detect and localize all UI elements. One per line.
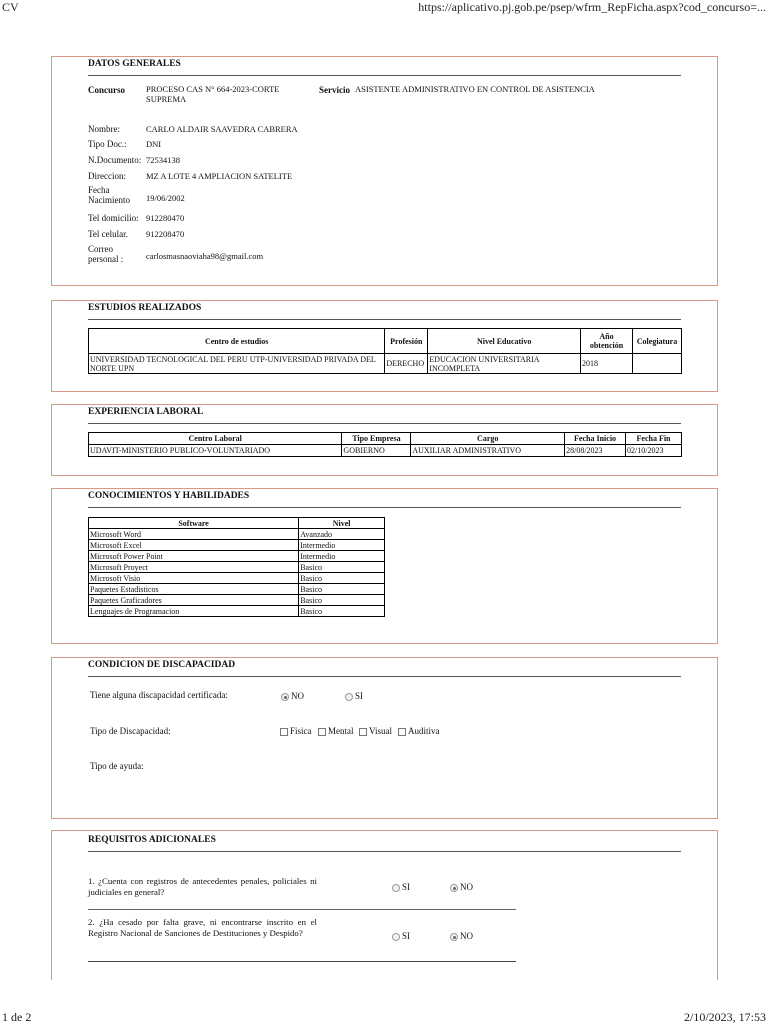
estudios-table xyxy=(88,328,682,374)
n-documento-label: N.Documento: xyxy=(88,155,142,165)
col-header: Nivel xyxy=(299,518,385,529)
table-cell: Microsoft Word xyxy=(89,529,299,540)
table-row xyxy=(89,562,385,573)
option-label: SI xyxy=(402,882,411,892)
tel-celular-value: 912208470 xyxy=(146,229,185,239)
table-row xyxy=(89,584,385,595)
correo-value: carlosmasnaoviaha98@gmail.com xyxy=(146,251,264,261)
table-cell: Avanzado xyxy=(299,529,385,540)
table-cell: Intermedio xyxy=(299,540,385,551)
direccion-value: MZ A LOTE 4 AMPLIACION SATELITE xyxy=(146,171,293,181)
discapacidad-certificada-label: Tiene alguna discapacidad certificada: xyxy=(90,690,228,700)
conocimientos-table xyxy=(88,517,385,617)
section-divider xyxy=(88,423,681,424)
tipo-auditiva-checkbox[interactable] xyxy=(398,726,440,736)
conocimientos-section xyxy=(51,488,718,644)
table-cell: UNIVERSIDAD TECNOLOGICAL DEL PERU UTP-UNIVERSIDAD PRIVADA DEL NORTE UPN xyxy=(89,354,385,374)
row-divider xyxy=(88,961,516,962)
table-cell: 2018 xyxy=(581,354,633,374)
requisito-1-no-option[interactable] xyxy=(450,882,473,892)
table-cell: Basico xyxy=(299,595,385,606)
table-cell: 28/08/2023 xyxy=(565,445,626,457)
section-divider xyxy=(88,319,681,320)
col-header: Cargo xyxy=(411,433,565,445)
tipo-fisica-checkbox[interactable] xyxy=(280,726,312,736)
nombre-value: CARLO ALDAIR SAAVEDRA CABRERA xyxy=(146,124,298,134)
col-header: Nivel Educativo xyxy=(428,329,581,354)
datos-generales-section xyxy=(51,56,718,286)
row-divider xyxy=(88,909,516,910)
section-title: CONOCIMIENTOS Y HABILIDADES xyxy=(88,491,250,501)
table-row xyxy=(89,606,385,617)
option-label: NO xyxy=(291,691,304,701)
table-row xyxy=(89,354,682,374)
requisito-2-no-option[interactable] xyxy=(450,931,473,941)
table-cell: Microsoft Visio xyxy=(89,573,299,584)
col-header: Fecha Fin xyxy=(626,433,682,445)
col-header: Centro Laboral xyxy=(89,433,342,445)
tipo-mental-checkbox[interactable] xyxy=(318,726,354,736)
table-row xyxy=(89,551,385,562)
n-documento-value: 72534138 xyxy=(146,155,180,165)
requisito-1-text: 1. ¿Cuenta con registros de antecedentes penales, policiales ni judiciales en general? xyxy=(88,876,317,897)
servicio-value: ASISTENTE ADMINISTRATIVO EN CONTROL DE ASISTENCIA xyxy=(355,84,595,94)
col-header: Software xyxy=(89,518,299,529)
concurso-label: Concurso xyxy=(88,85,126,95)
section-title: DATOS GENERALES xyxy=(88,59,181,69)
option-label: NO xyxy=(460,931,473,941)
table-cell: DERECHO xyxy=(385,354,428,374)
table-cell: Microsoft Power Point xyxy=(89,551,299,562)
table-row xyxy=(89,540,385,551)
checkbox-icon[interactable] xyxy=(398,728,406,736)
experiencia-section xyxy=(51,404,718,476)
estudios-section xyxy=(51,300,718,392)
requisito-1-si-option[interactable] xyxy=(392,882,410,892)
table-cell xyxy=(632,354,681,374)
table-cell: Paquetes Estadisticos xyxy=(89,584,299,595)
checkbox-icon[interactable] xyxy=(280,728,288,736)
option-label: Visual xyxy=(369,726,392,736)
col-header: Tipo Empresa xyxy=(342,433,411,445)
option-label: SI xyxy=(402,931,411,941)
tel-domicilio-label: Tel domicilio: xyxy=(88,213,139,223)
page-number: 1 de 2 xyxy=(2,1010,32,1024)
direccion-label: Direccion: xyxy=(88,171,126,181)
discapacidad-section xyxy=(51,657,718,819)
tipo-doc-value: DNI xyxy=(146,139,162,149)
radio-icon[interactable] xyxy=(392,933,400,941)
radio-selected-icon[interactable] xyxy=(281,693,289,701)
discapacidad-si-option[interactable] xyxy=(345,691,363,701)
table-cell: Basico xyxy=(299,573,385,584)
radio-selected-icon[interactable] xyxy=(450,884,458,892)
correo-label: Correo personal : xyxy=(88,244,124,264)
col-header: Profesión xyxy=(385,329,428,354)
section-title: EXPERIENCIA LABORAL xyxy=(88,407,204,417)
section-divider xyxy=(88,851,681,852)
radio-icon[interactable] xyxy=(345,693,353,701)
tel-domicilio-value: 912280470 xyxy=(146,213,185,223)
section-title: ESTUDIOS REALIZADOS xyxy=(88,303,202,313)
table-cell: Intermedio xyxy=(299,551,385,562)
table-cell: Lenguajes de Programacion xyxy=(89,606,299,617)
table-cell: GOBIERNO xyxy=(342,445,411,457)
table-row xyxy=(89,445,682,457)
checkbox-icon[interactable] xyxy=(318,728,326,736)
requisitos-section xyxy=(51,830,718,980)
table-cell: Basico xyxy=(299,606,385,617)
table-cell: Basico xyxy=(299,584,385,595)
section-title: REQUISITOS ADICIONALES xyxy=(88,835,216,845)
section-divider xyxy=(88,676,681,677)
tipo-ayuda-label: Tipo de ayuda: xyxy=(90,761,144,771)
option-label: NO xyxy=(460,882,473,892)
table-row xyxy=(89,529,385,540)
fecha-nacimiento-value: 19/06/2002 xyxy=(146,193,185,203)
col-header: Fecha Inicio xyxy=(565,433,626,445)
table-cell: EDUCACION UNIVERSITARIA INCOMPLETA xyxy=(428,354,581,374)
radio-selected-icon[interactable] xyxy=(450,933,458,941)
tipo-discapacidad-label: Tipo de Discapacidad: xyxy=(90,726,171,736)
print-datetime: 2/10/2023, 17:53 xyxy=(683,1010,766,1024)
print-title: CV xyxy=(2,0,19,14)
table-cell: Microsoft Proyect xyxy=(89,562,299,573)
radio-icon[interactable] xyxy=(392,884,400,892)
section-title: CONDICION DE DISCAPACIDAD xyxy=(88,660,236,670)
tipo-visual-checkbox[interactable] xyxy=(359,726,392,736)
section-divider xyxy=(88,75,681,76)
discapacidad-no-option[interactable] xyxy=(281,691,304,701)
section-divider xyxy=(88,507,681,508)
requisito-2-text: 2. ¿Ha cesado por falta grave, ni encontrarse inscrito en el Registro Nacional de Sanciones de Destituciones y Despido? xyxy=(88,917,317,938)
table-row xyxy=(89,595,385,606)
experiencia-table xyxy=(88,432,682,457)
col-header: Colegiatura xyxy=(632,329,681,354)
nombre-label: Nombre: xyxy=(88,124,120,134)
table-cell: UDAVIT-MINISTERIO PUBLICO-VOLUNTARIADO xyxy=(89,445,342,457)
table-cell: Microsoft Excel xyxy=(89,540,299,551)
option-label: Auditiva xyxy=(408,726,440,736)
tel-celular-label: Tel celular. xyxy=(88,229,128,239)
checkbox-icon[interactable] xyxy=(359,728,367,736)
option-label: Mental xyxy=(328,726,354,736)
option-label: Fisica xyxy=(290,726,312,736)
option-label: SI xyxy=(355,691,364,701)
table-row xyxy=(89,573,385,584)
table-cell: Paquetes Graficadores xyxy=(89,595,299,606)
tipo-doc-label: Tipo Doc.: xyxy=(88,139,127,149)
table-cell: 02/10/2023 xyxy=(626,445,682,457)
servicio-label: Servicio xyxy=(319,85,350,95)
concurso-value: PROCESO CAS N° 664-2023-CORTE SUPREMA xyxy=(146,84,280,104)
requisito-2-si-option[interactable] xyxy=(392,931,410,941)
table-cell: Basico xyxy=(299,562,385,573)
fecha-nacimiento-label: Fecha Nacimiento xyxy=(88,185,130,205)
print-url: https://aplicativo.pj.gob.pe/psep/wfrm_RepFicha.aspx?cod_concurso=... xyxy=(418,0,766,14)
col-header: Centro de estudios xyxy=(89,329,385,354)
col-header: Año obtención xyxy=(581,329,633,354)
table-cell: AUXILIAR ADMINISTRATIVO xyxy=(411,445,565,457)
